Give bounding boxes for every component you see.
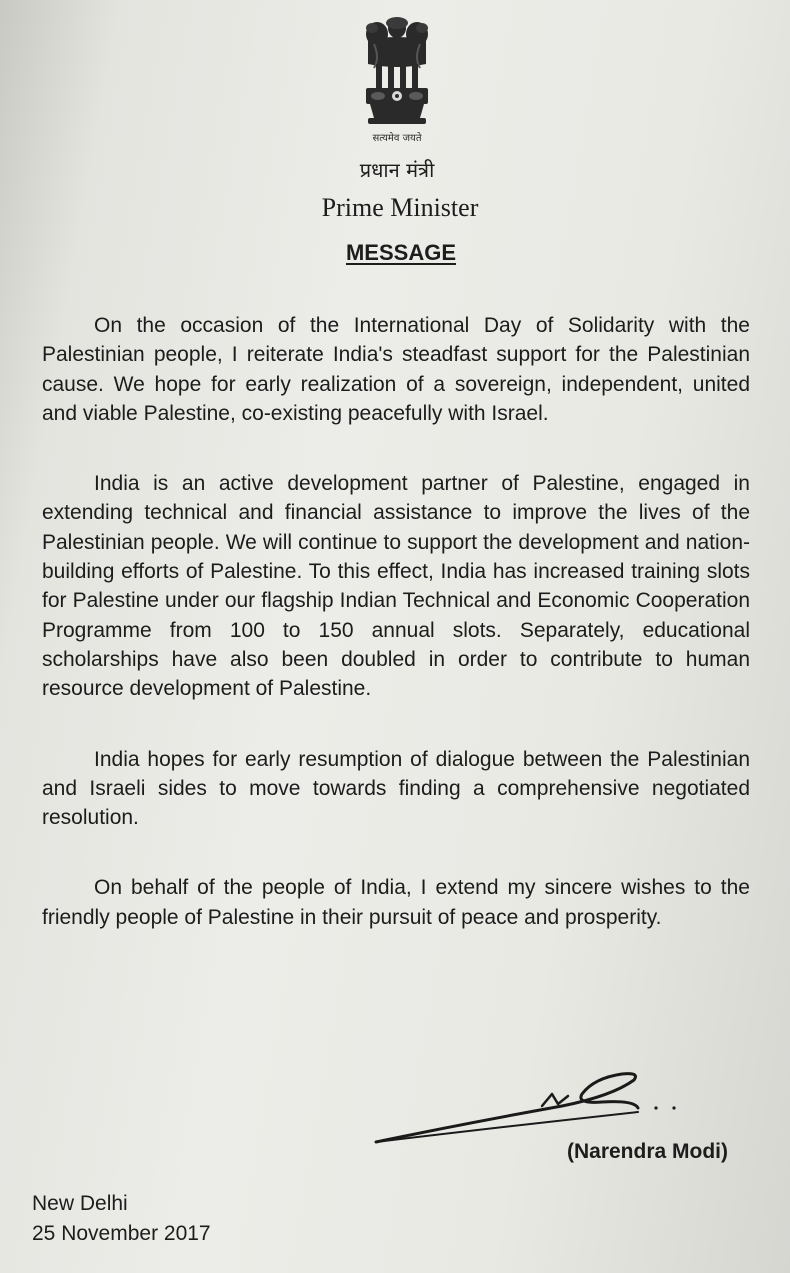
national-emblem-icon <box>360 14 434 132</box>
message-paragraph-3: India hopes for early resumption of dialogue between the Palestinian and Israeli sides to move towards finding a comprehensive negotiated resolution. <box>42 747 750 830</box>
handwritten-signature-icon <box>372 1066 688 1148</box>
message-body <box>42 311 750 973</box>
emblem-motto: सत्यमेव जयते <box>372 133 422 144</box>
office-title-english: Prime Minister <box>321 193 479 222</box>
issue-place: New Delhi <box>32 1192 128 1215</box>
message-heading: MESSAGE <box>345 240 457 265</box>
office-title-hindi: प्रधान मंत्री <box>359 158 435 182</box>
message-paragraph-4: On behalf of the people of India, I extend my sincere wishes to the friendly people of Palestine in their pursuit of peace and prosperity. <box>42 876 750 929</box>
signatory-name: (Narendra Modi) <box>566 1140 728 1163</box>
issue-date: 25 November 2017 <box>32 1222 211 1245</box>
message-paragraph-1: On the occasion of the International Day of Solidarity with the Palestinian people, I reiterate India's steadfast support for the Palestinian cause. We hope for early realization of a sovereign, independent, united and viable Palestine, co-existing peacefully with Israel. <box>42 314 750 425</box>
message-paragraph-2: India is an active development partner of Palestine, engaged in extending technical and financial assistance to improve the lives of the Palestinian people. We will continue to support the development and nation-building efforts of Palestine. To this effect, India has increased training slots for Palestine under our flagship Indian Technical and Economic Cooperation Programme from 100 to 150 annual slots. Separately, educational scholarships have also been doubled in order to contribute to human resource development of Palestine. <box>42 472 750 701</box>
